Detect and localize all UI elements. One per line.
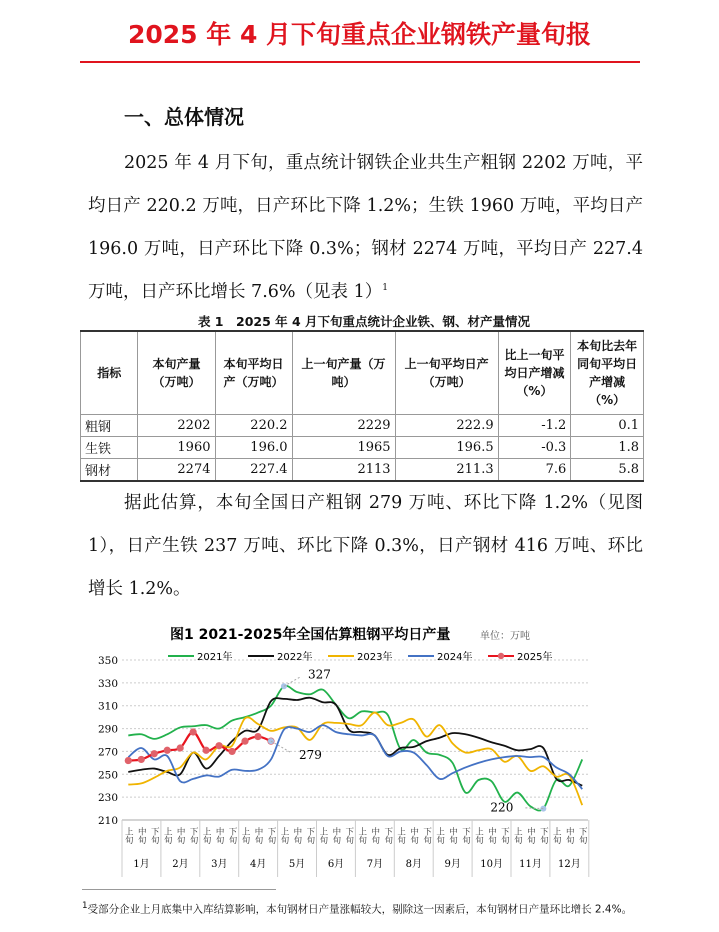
legend-marker (498, 653, 504, 659)
title-divider (80, 61, 640, 63)
x-tick-label: 下旬 (304, 827, 315, 844)
x-tick-label: 下旬 (577, 827, 588, 844)
row-label: 生铁 (81, 437, 138, 459)
y-tick-label: 350 (97, 655, 118, 667)
table-cell: -0.3 (498, 437, 571, 459)
table-cell: 222.9 (395, 415, 498, 437)
footnote-mark: 1 (82, 901, 88, 911)
table-cell: 227.4 (215, 459, 292, 482)
x-tick-label: 中旬 (253, 827, 263, 844)
report-title: 2025 年 4 月下旬重点企业钢铁产量旬报 (127, 20, 592, 49)
table-cell: 2202 (138, 415, 215, 437)
y-tick-label: 210 (97, 815, 118, 827)
table-cell: -1.2 (498, 415, 571, 437)
x-tick-label: 中旬 (486, 827, 497, 844)
x-tick-label: 下旬 (343, 827, 354, 844)
table-cell: 220.2 (215, 415, 292, 437)
table-cell: 7.6 (498, 459, 571, 482)
x-tick-label: 下旬 (149, 827, 160, 844)
y-tick-label: 230 (97, 792, 118, 805)
annotation-label: 220 (490, 800, 514, 815)
chart-unit: 单位：万吨 (480, 631, 530, 642)
table-cell: 196.5 (395, 437, 498, 459)
row-label: 粗钢 (81, 415, 138, 437)
annotation-label: 279 (298, 748, 322, 763)
y-tick-label: 290 (97, 723, 118, 736)
y-tick-label: 330 (97, 677, 118, 690)
x-tick-label: 中旬 (564, 827, 575, 844)
production-table (80, 330, 644, 482)
x-tick-label: 下旬 (538, 827, 549, 844)
month-label: 4月 (250, 859, 267, 870)
x-tick-label: 下旬 (460, 827, 471, 844)
table-cell: 211.3 (395, 459, 498, 482)
data-point (203, 747, 210, 754)
data-point (151, 750, 158, 757)
series-line-2022年 (128, 698, 582, 786)
section-heading: 一、总体情况 (124, 105, 244, 129)
table-caption: 表 1 2025 年 4 月下旬重点统计企业铁、钢、材产量情况 (197, 314, 531, 329)
table-cell: 1965 (292, 437, 395, 459)
month-label: 12月 (558, 859, 581, 870)
x-tick-label: 上旬 (240, 827, 251, 844)
month-label: 9月 (444, 859, 461, 870)
x-tick-label: 中旬 (525, 827, 536, 844)
footnote-ref[interactable]: 1 (382, 283, 388, 294)
x-tick-label: 上旬 (473, 827, 484, 844)
month-label: 10月 (480, 859, 503, 870)
x-tick-label: 中旬 (136, 827, 147, 844)
x-tick-label: 中旬 (330, 827, 341, 844)
table-cell: 1960 (138, 437, 215, 459)
month-label: 2月 (172, 859, 189, 870)
col-header: 上一旬平均日产（万吨） (395, 331, 498, 415)
table-row (81, 415, 644, 437)
x-tick-label: 中旬 (447, 827, 458, 844)
footnote-text: 受部分企业上月底集中入库结算影响，本旬钢材日产量涨幅较大，剔除这一因素后，本旬钢材日产量环比增长 2.4%。 (87, 903, 633, 916)
x-tick-label: 上旬 (356, 827, 367, 844)
x-tick-label: 上旬 (123, 827, 134, 844)
x-tick-label: 上旬 (201, 827, 212, 844)
table-cell: 2229 (292, 415, 395, 437)
data-point (241, 738, 248, 745)
x-tick-label: 上旬 (162, 827, 173, 844)
x-tick-label: 下旬 (421, 827, 432, 844)
x-tick-label: 上旬 (395, 827, 406, 844)
row-label: 钢材 (81, 459, 138, 482)
month-label: 1月 (133, 859, 150, 870)
col-header: 上一旬产量（万吨） (292, 331, 395, 415)
data-point (254, 733, 261, 740)
table-cell: 2274 (138, 459, 215, 482)
table-cell: 5.8 (571, 459, 644, 482)
data-point (138, 756, 145, 763)
x-tick-label: 中旬 (369, 827, 380, 844)
col-header: 比上一旬平均日产增减（%） (498, 331, 571, 415)
y-tick-label: 270 (97, 746, 118, 759)
crude-steel-daily-chart (90, 615, 650, 885)
x-tick-label: 中旬 (291, 827, 302, 844)
data-point (177, 744, 184, 751)
table-cell: 196.0 (215, 437, 292, 459)
col-header: 本旬比去年同旬平均日产增减（%） (571, 331, 644, 415)
y-tick-label: 310 (97, 700, 118, 713)
paragraph-text: 2025 年 4 月下旬，重点统计钢铁企业共生产粗钢 2202 万吨，平均日产 220.2 万吨，日产环比下降 1.2%；生铁 1960 万吨，平均日产 196.0 万吨，日产环比下降 0.3%；钢材 2274 万吨，平均日产 227.4 万吨，日产环比增长 7.6%（见表 1） (88, 153, 643, 302)
month-label: 6月 (327, 859, 345, 870)
series-line-2021年 (128, 686, 582, 811)
x-tick-label: 上旬 (512, 827, 523, 844)
x-tick-label: 上旬 (278, 827, 289, 844)
x-tick-label: 下旬 (382, 827, 393, 844)
table-cell: 1.8 (571, 437, 644, 459)
x-tick-label: 上旬 (317, 827, 328, 844)
footnote (82, 898, 652, 918)
paragraph-summary (88, 142, 643, 314)
x-tick-label: 下旬 (227, 827, 238, 844)
month-label: 11月 (519, 859, 542, 870)
data-point (164, 747, 171, 754)
col-header: 本旬产量（万吨） (138, 331, 215, 415)
paragraph-estimate: 据此估算，本旬全国日产粗钢 279 万吨、环比下降 1.2%（见图 1），日产生铁 237 万吨、环比下降 0.3%，日产钢材 416 万吨、环比增长 1.2%。 (88, 493, 643, 599)
data-point (190, 728, 197, 735)
x-tick-label: 中旬 (408, 827, 419, 844)
y-tick-label: 250 (97, 769, 118, 782)
table-row (81, 459, 644, 482)
table-cell: 0.1 (571, 415, 644, 437)
month-label: 7月 (366, 859, 384, 870)
x-tick-label: 上旬 (551, 827, 562, 844)
x-tick-label: 下旬 (265, 827, 276, 844)
legend-label: 2022年 (277, 652, 313, 663)
month-label: 3月 (211, 859, 228, 870)
table-row (81, 437, 644, 459)
legend-label: 2025年 (517, 652, 553, 663)
col-header: 本旬平均日产（万吨） (215, 331, 292, 415)
annotation-label: 327 (307, 667, 331, 682)
data-point (215, 742, 222, 749)
col-header: 指标 (81, 331, 138, 415)
legend-label: 2024年 (437, 652, 473, 663)
legend-label: 2021年 (197, 652, 233, 663)
legend-label: 2023年 (357, 652, 393, 663)
chart-title: 图1 2021-2025年全国估算粗钢平均日产量 (170, 627, 451, 643)
footnote-divider (82, 889, 276, 890)
x-tick-label: 中旬 (175, 827, 186, 844)
x-tick-label: 下旬 (188, 827, 199, 844)
month-label: 8月 (405, 859, 422, 870)
table-header-row (81, 331, 644, 415)
annotation-point (268, 738, 274, 744)
x-tick-label: 中旬 (214, 827, 225, 844)
x-tick-label: 下旬 (499, 827, 510, 844)
data-point (125, 757, 132, 764)
table-cell: 2113 (292, 459, 395, 482)
data-point (228, 748, 235, 755)
x-tick-label: 上旬 (434, 827, 445, 844)
month-label: 5月 (288, 859, 306, 870)
